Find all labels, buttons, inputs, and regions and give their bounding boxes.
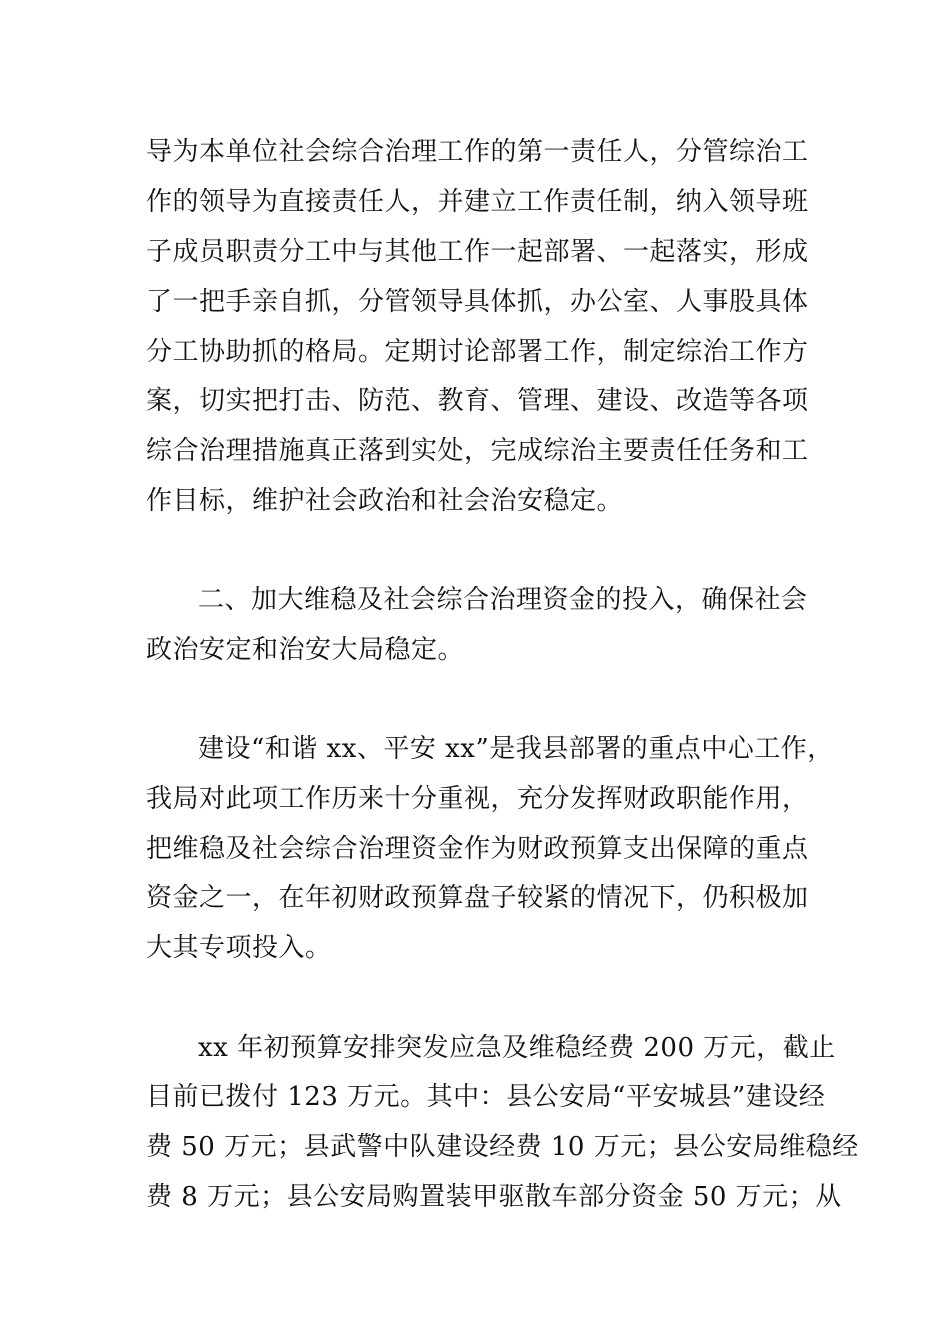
paragraph-2-line-3: 把维稳及社会综合治理资金作为财政预算支出保障的重点 — [146, 834, 809, 864]
paragraph-2-line-4: 资金之一，在年初财政预算盘子较紧的情况下，仍积极加 — [146, 883, 809, 913]
paragraph-1-line-2: 作的领导为直接责任人，并建立工作责任制，纳入领导班 — [146, 187, 809, 217]
paragraph-1-line-8: 作目标，维护社会政治和社会治安稳定。 — [146, 486, 624, 516]
paragraph-1-line-6: 案，切实把打击、防范、教育、管理、建设、改造等各项 — [146, 386, 809, 416]
paragraph-1-line-3: 子成员职责分工中与其他工作一起部署、一起落实，形成 — [146, 237, 809, 267]
paragraph-1-line-1: 导为本单位社会综合治理工作的第一责任人，分管综治工 — [146, 137, 809, 167]
paragraph-3-line-2: 目前已拨付 123 万元。其中：县公安局“平安城县”建设经 — [146, 1082, 826, 1112]
paragraph-3-line-3: 费 50 万元；县武警中队建设经费 10 万元；县公安局维稳经 — [146, 1132, 859, 1162]
paragraph-2-line-1: 建设“和谐 xx、平安 xx”是我县部署的重点中心工作， — [198, 734, 834, 764]
paragraph-1-line-7: 综合治理措施真正落到实处，完成综治主要责任任务和工 — [146, 436, 809, 466]
paragraph-1-line-4: 了一把手亲自抓，分管领导具体抓，办公室、人事股具体 — [146, 287, 809, 317]
paragraph-1-line-5: 分工协助抓的格局。定期讨论部署工作，制定综治工作方 — [146, 337, 809, 367]
section-heading-line-2: 政治安定和治安大局稳定。 — [146, 635, 465, 665]
paragraph-2-line-5: 大其专项投入。 — [146, 933, 332, 963]
section-heading-line-1: 二、加大维稳及社会综合治理资金的投入，确保社会 — [198, 585, 808, 615]
paragraph-3-line-1: xx 年初预算安排突发应急及维稳经费 200 万元，截止 — [198, 1033, 836, 1063]
paragraph-3-line-4: 费 8 万元；县公安局购置装甲驱散车部分资金 50 万元；从 — [146, 1182, 842, 1212]
paragraph-2-line-2: 我局对此项工作历来十分重视，充分发挥财政职能作用， — [146, 784, 809, 814]
